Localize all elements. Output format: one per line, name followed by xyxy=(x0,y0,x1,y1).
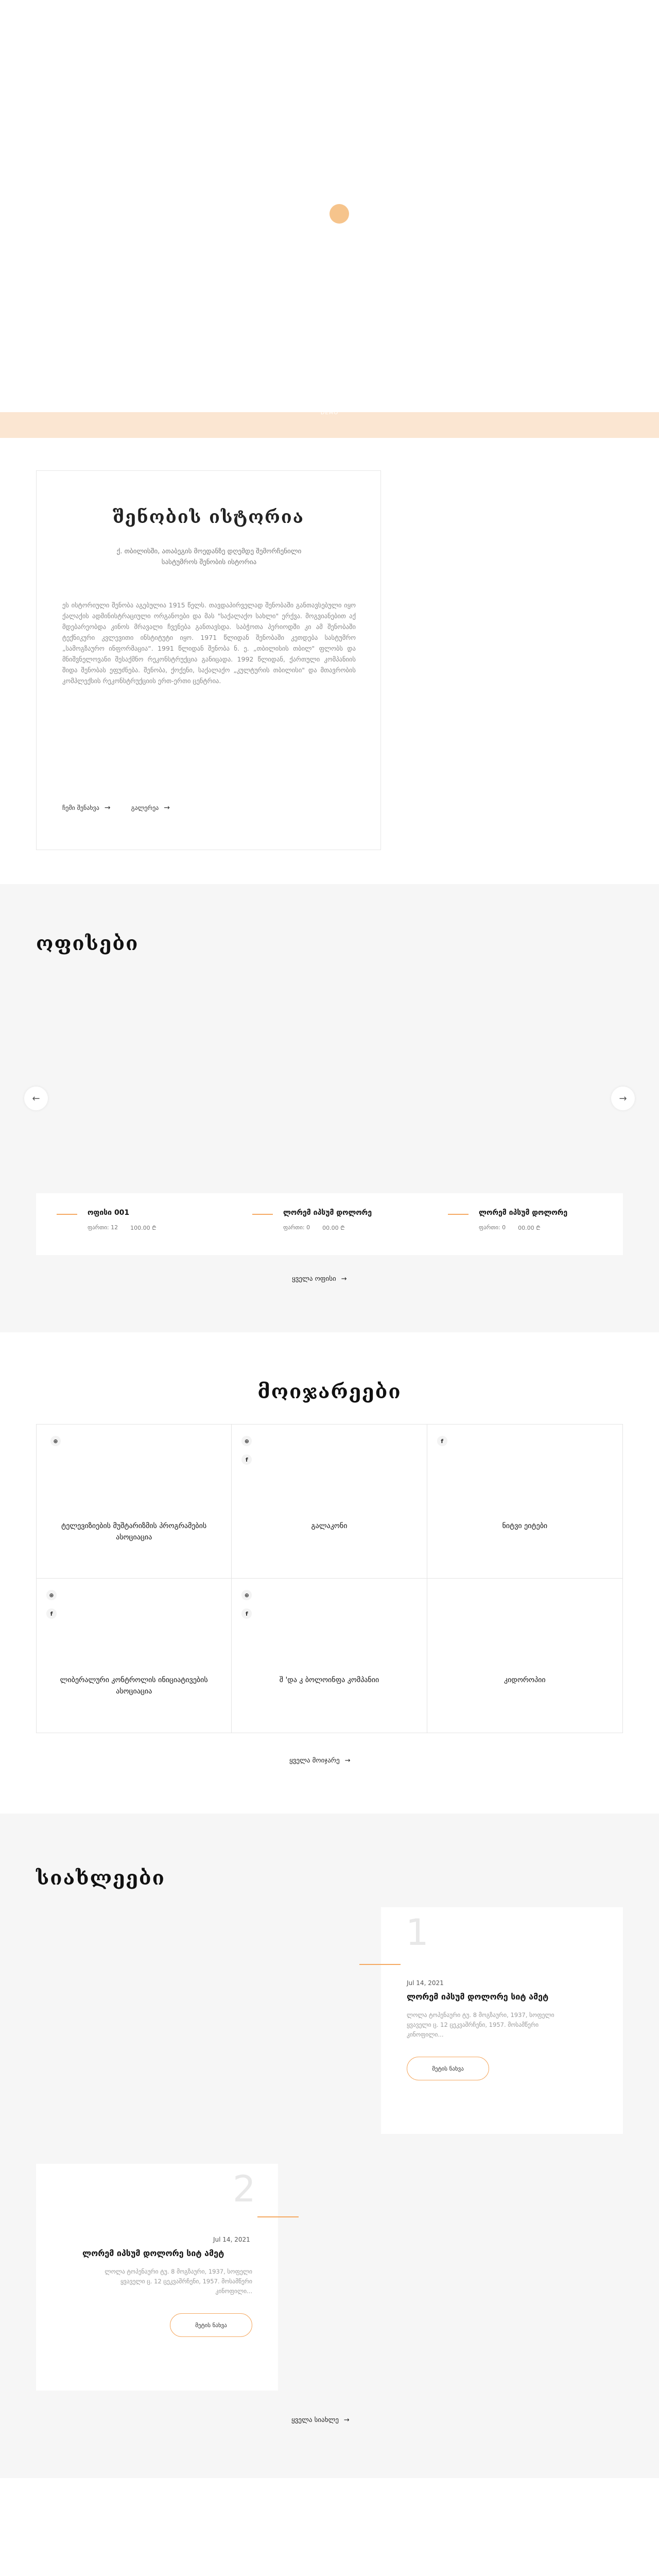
office-accent-line xyxy=(448,1214,469,1215)
history-links xyxy=(62,804,170,812)
partner-name: ლიბერალური კონტროლის ინიციატივების ასოციაცია xyxy=(60,1676,208,1696)
news-title: ლორემ იპსუმ დოლორე სიტ ამეტ xyxy=(82,2248,224,2258)
news-view-all-link[interactable] xyxy=(291,2416,350,2424)
partner-card[interactable] xyxy=(427,1425,622,1579)
offices-list xyxy=(36,1193,623,1255)
history-card xyxy=(36,470,381,850)
news-read-more-button[interactable]: მეტის ნახვა xyxy=(170,2313,252,2337)
globe-icon[interactable]: ⊕ xyxy=(46,1590,57,1600)
arrow-right-icon: → xyxy=(341,1275,347,1283)
partners-view-all-link[interactable] xyxy=(289,1757,351,1765)
hero-band xyxy=(0,412,659,438)
office-name: ლორემ იპსუმ დოლორე xyxy=(479,1209,568,1217)
facebook-icon[interactable]: f xyxy=(46,1608,57,1619)
partner-card[interactable] xyxy=(232,1425,427,1579)
partner-card[interactable] xyxy=(37,1579,232,1733)
news-number: 2 xyxy=(233,2168,256,2210)
office-name: ლორემ იპსუმ დოლორე xyxy=(283,1209,372,1217)
office-card[interactable] xyxy=(36,1193,232,1255)
partner-name: ნიტვი ეიტები xyxy=(502,1522,548,1530)
office-area: ფართი: 0 xyxy=(479,1224,506,1231)
slider-next-button[interactable] xyxy=(611,1087,635,1110)
partner-card[interactable] xyxy=(427,1579,622,1733)
arrow-left-icon: ← xyxy=(32,1093,40,1104)
partner-name: ტელევიზიების მუშტარიზმის პროგრამების ასოციაცია xyxy=(61,1522,207,1541)
loading-dot xyxy=(330,204,349,224)
partner-name: გალაკონი xyxy=(311,1522,348,1530)
office-area: ფართი: 12 xyxy=(88,1224,118,1231)
partner-card[interactable] xyxy=(37,1425,232,1579)
history-subtitle: ქ. თბილისში, ათაბეგის მოედანზე დღემდე შემორჩენილი სასტუმროს შენობის ისტორია xyxy=(116,548,302,566)
arrow-right-icon: → xyxy=(104,804,111,812)
news-number: 1 xyxy=(406,1911,429,1954)
history-title: შენობის ისტორია xyxy=(113,507,304,528)
facebook-icon[interactable]: f xyxy=(241,1608,252,1619)
offices-title: ოფისები xyxy=(36,931,139,955)
office-accent-line xyxy=(252,1214,273,1215)
arrow-right-icon: → xyxy=(164,804,170,812)
arrow-right-icon: → xyxy=(343,2416,350,2424)
arrow-right-icon: → xyxy=(344,1757,351,1765)
news-date: Jul 14, 2021 xyxy=(407,1979,444,1987)
office-meta xyxy=(88,1224,157,1232)
office-area: ფართი: 0 xyxy=(283,1224,310,1231)
partners-title: მოიჯარეები xyxy=(257,1380,402,1403)
news-excerpt: ლოლა ტოპენაური ტუ. 8 მოგზაური, 1937, სოფელი ყვაველი ც. 12 ცეკვაშრჩენი, 1957. მოსამწერი კინოფილი... xyxy=(105,2268,252,2295)
news-date: Jul 14, 2021 xyxy=(213,2236,250,2243)
office-card[interactable] xyxy=(232,1193,427,1255)
partner-name: კიდოროპიი xyxy=(504,1676,546,1684)
news-read-more-button[interactable]: მეტის ნახვა xyxy=(407,2057,489,2080)
partner-card[interactable] xyxy=(232,1579,427,1733)
office-card[interactable] xyxy=(427,1193,623,1255)
facebook-icon[interactable]: f xyxy=(241,1454,252,1465)
news-section xyxy=(0,1814,659,2478)
office-meta xyxy=(479,1224,541,1232)
news-title: სიახლეები xyxy=(36,1866,165,1889)
offices-view-all-label: ყველა ოფისი xyxy=(292,1275,336,1283)
arrow-right-icon: → xyxy=(619,1093,627,1104)
globe-icon[interactable]: ⊕ xyxy=(241,1436,252,1446)
history-body: ეს ისტორიული შენობა აგებულია 1915 წელს. თავდაპირველად შენობაში განთავსებული იყო ქალაქის ადმინისტრაციული ორგანოები და მას "საქალაქო სახლი" ერქვა. მოგვიანებით აქ მდებარეობდა კინოს მრავალი ჩვენება განთავსდა. საბჭოთა პერიოდში კი ამ შენობაში ტექნიკური კვლევითი ინსტიტუტი იყო. 1971 წლიდან შენობაში კეთდება სასტუმრო „სამოგზაურო ინფორმაცია“. 1991 წლიდან შენობა ნ. ე. „თბილისის თბილ" ფლობს და მნიშვნელოვანი შესაქმნო რეკონსტრუქცია განიცადა. 1992 წლიდან, ქართული კომპანიის შიდა შენობას ეფუძნება. შენობა, ქოქენი, საქალაქო „კულტურის თბილისი" და მთავრობის კომპლექსის რეკონსტრუქციის ერთ-ერთი ცენტრია. xyxy=(62,601,356,685)
gallery-link[interactable] xyxy=(131,804,170,812)
news-view-all-label: ყველა სიახლე xyxy=(291,2416,339,2424)
globe-icon[interactable]: ⊕ xyxy=(241,1590,252,1600)
facebook-icon[interactable]: f xyxy=(437,1436,447,1446)
partners-view-all-label: ყველა მოიჯარე xyxy=(289,1757,340,1765)
office-price: 00.00 ₾ xyxy=(518,1225,541,1231)
offices-view-all-link[interactable] xyxy=(292,1275,347,1283)
slider-prev-button[interactable] xyxy=(24,1087,48,1110)
office-name: ოფისი 001 xyxy=(88,1209,130,1217)
office-price: 00.00 ₾ xyxy=(322,1225,345,1231)
news-excerpt: ლოლა ტოპენაური ტუ. 8 მოგზაური, 1937, სოფელი ყვაველი ც. 12 ცეკვაშრჩენი, 1957. მოსამწერი კინოფილი... xyxy=(407,2011,554,2038)
hero-band-label: DEMO xyxy=(320,410,339,416)
news-accent-line xyxy=(257,2216,299,2217)
office-accent-line xyxy=(57,1214,77,1215)
globe-icon[interactable]: ⊕ xyxy=(50,1436,61,1446)
news-card[interactable] xyxy=(36,2164,278,2391)
news-card[interactable] xyxy=(381,1907,623,2134)
read-more-label: ჩემი შენახვა xyxy=(62,804,99,811)
office-price: 100.00 ₾ xyxy=(130,1225,157,1231)
office-meta xyxy=(283,1224,345,1232)
news-accent-line xyxy=(359,1964,401,1965)
offices-section xyxy=(0,884,659,1332)
hero-banner xyxy=(0,0,659,412)
gallery-label: გალერეა xyxy=(131,804,159,811)
read-more-link[interactable] xyxy=(62,804,111,812)
news-title: ლორემ იპსუმ დოლორე სიტ ამეტ xyxy=(407,1992,549,2002)
partners-grid xyxy=(36,1424,623,1733)
partner-name: შ 'და კ ბოლოინფა კომპანიი xyxy=(279,1676,379,1684)
